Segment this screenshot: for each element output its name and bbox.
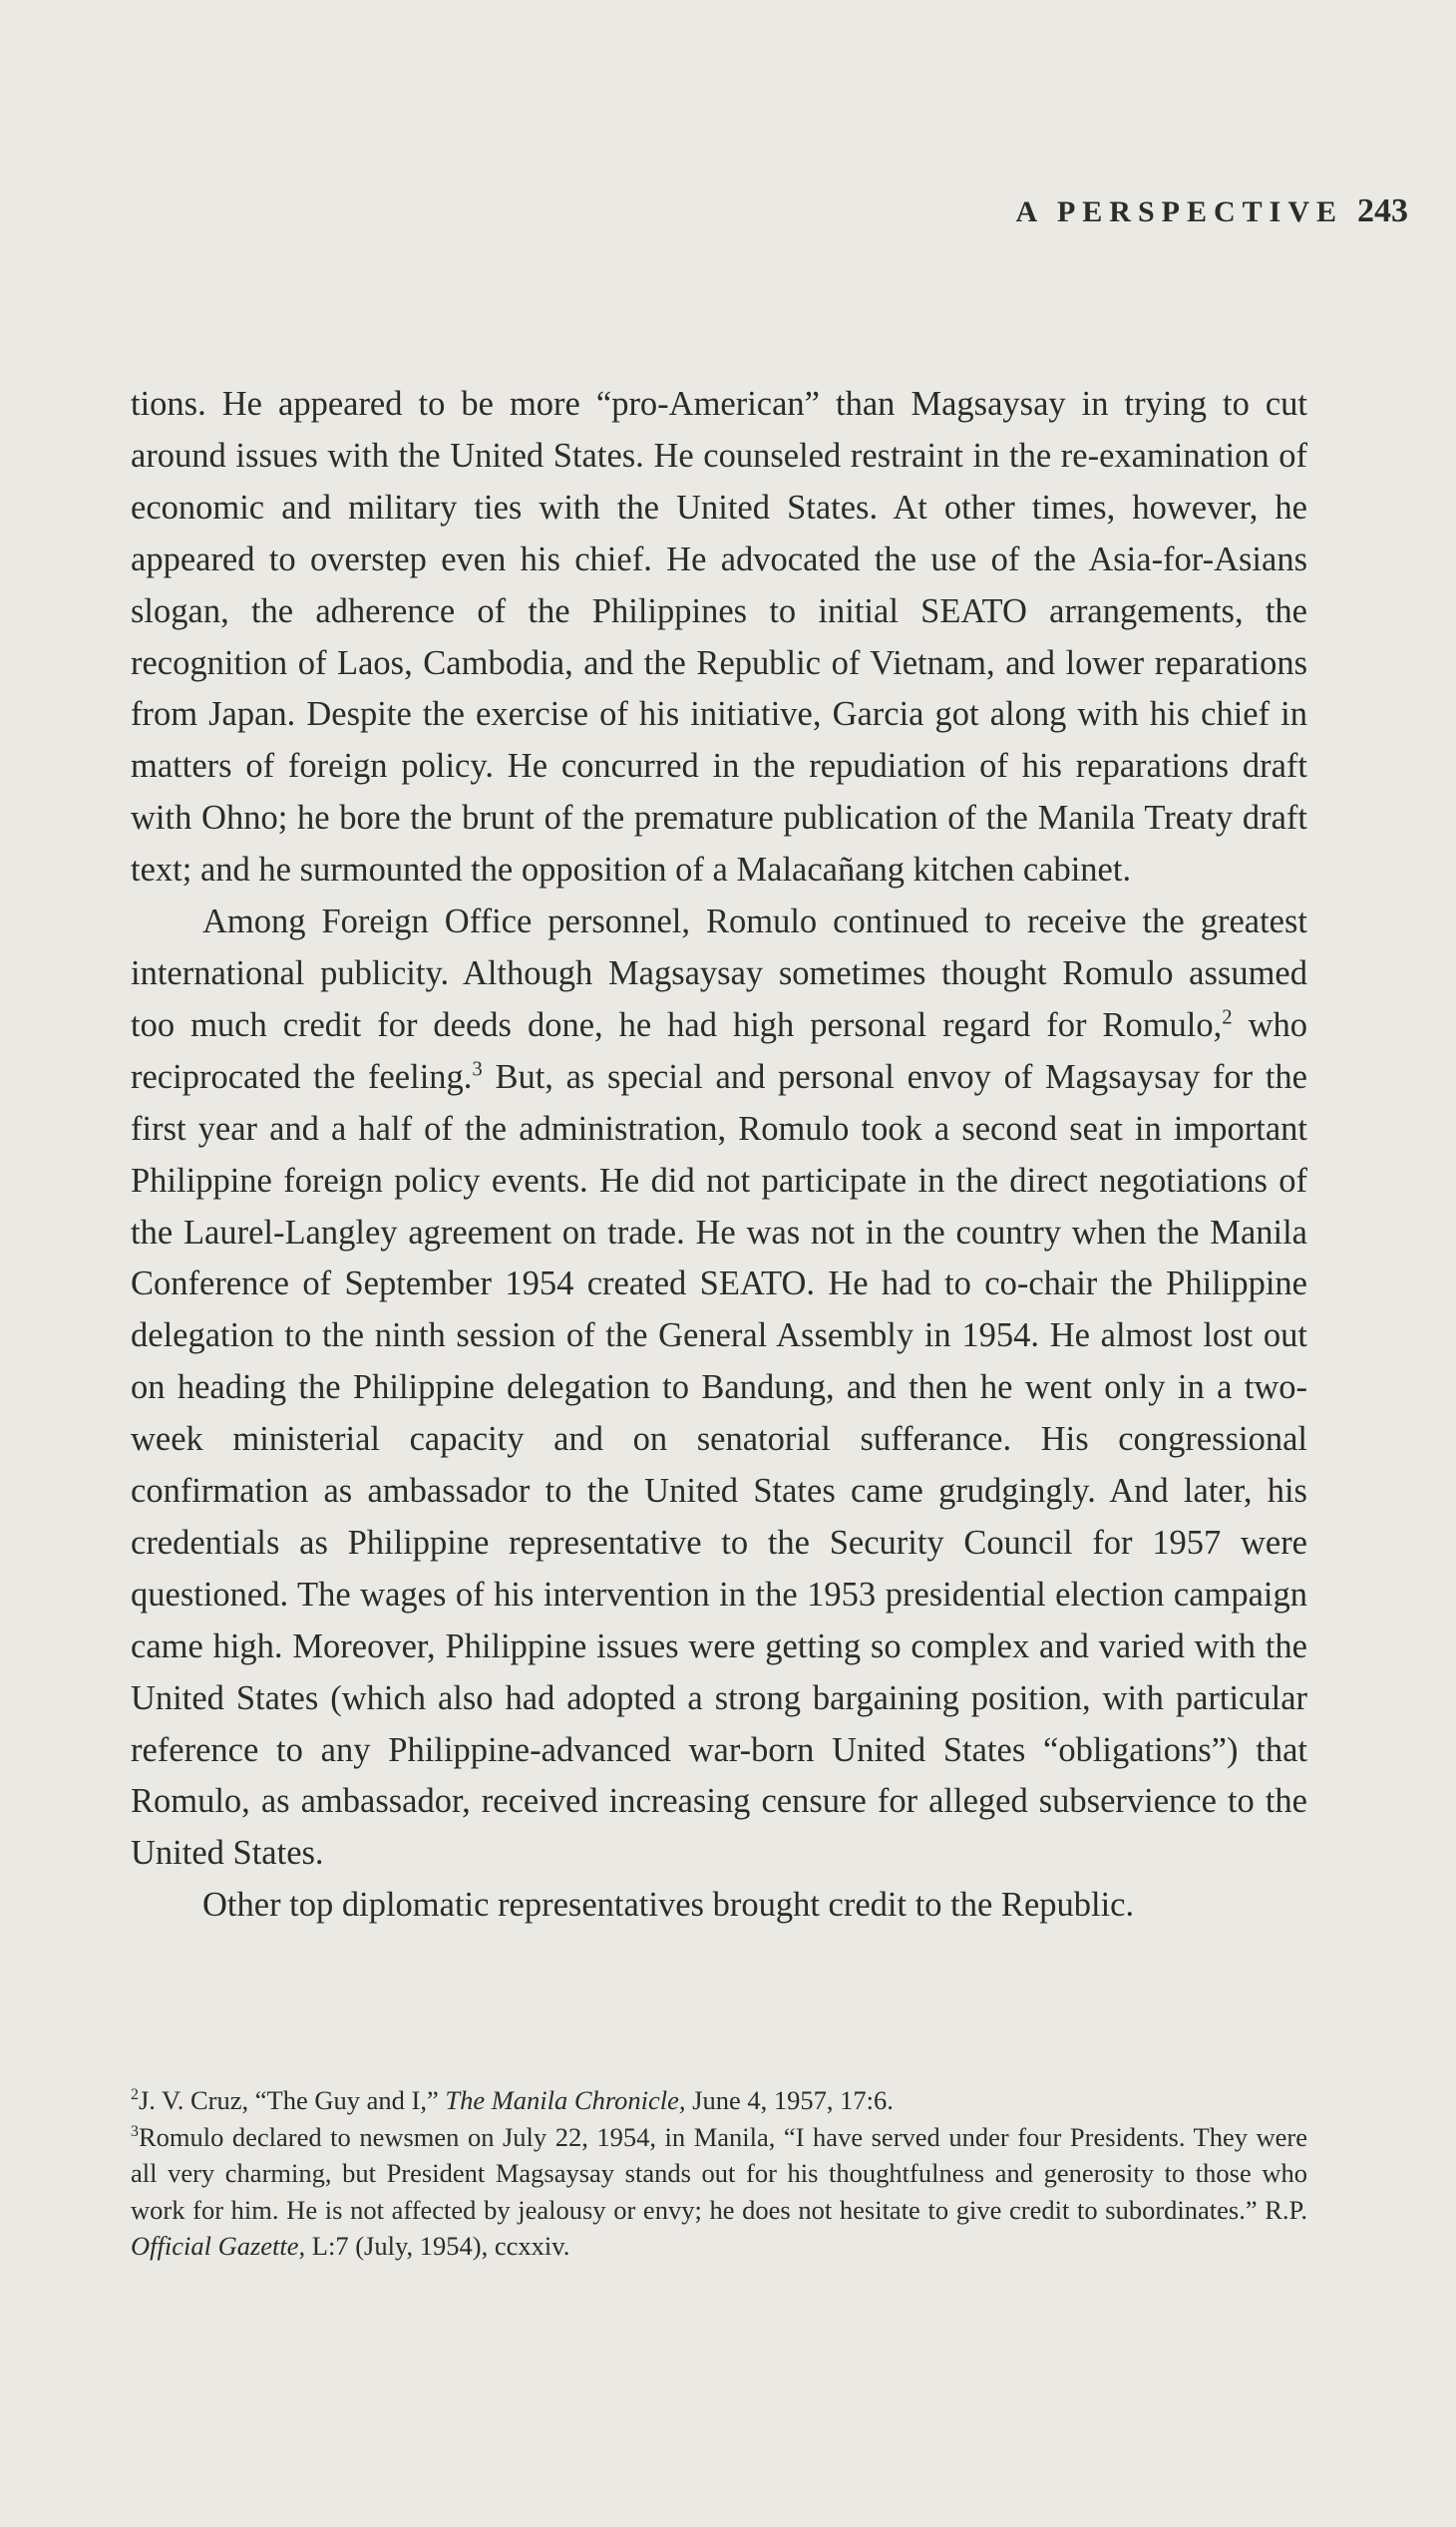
paragraph-romulo xyxy=(131,897,1307,1880)
running-head xyxy=(0,192,1408,230)
footnote-3-text-b: L:7 (July, 1954), ccxxiv. xyxy=(305,2231,570,2261)
footnote-3-marker: 3 xyxy=(131,2122,139,2140)
footnote-2-marker: 2 xyxy=(131,2086,139,2104)
page-number: 243 xyxy=(1357,192,1408,229)
paragraph-romulo-part-c: But, as special and personal envoy of Magsaysay for the first year and a half of the administration, Romulo took a second seat in important Philippine foreign policy events. He did not participate in the direct negotiations of the Laurel-Langley agreement on trade. He was not in the country when the Manila Conference of September 1954 created SEATO. He had to co-chair the Philippine delegation to the ninth session of the General Assembly in 1954. He almost lost out on heading the Philippine delegation to Bandung, and then he went only in a two-week ministerial capacity and on senatorial sufferance. His congressional confirmation as ambassador to the United States came grudgingly. And later, his credentials as Philippine representative to the Security Council for 1957 were questioned. The wages of his intervention in the 1953 presidential election campaign came high. Moreover, Philippine issues were getting so complex and varied with the United States (which also had adopted a strong bargaining position, with particular reference to any Philippine-advanced war-born United States “obligations”) that Romulo, as ambassador, received increasing censure for alleged subservience to the United States. xyxy=(131,1057,1307,1873)
body-text xyxy=(131,379,1307,1932)
paragraph-other-diplomats: Other top diplomatic representatives brought credit to the Republic. xyxy=(202,1886,1135,1925)
footnote-3-italic: Official Gazette, xyxy=(131,2231,306,2261)
footnote-3-text-a: Romulo declared to newsmen on July 22, 1954, in Manila, “I have served under four Presidents. They were all very charming, but President Magsaysay stands out for his thoughtfulness and generosity to those who work for him. He is not affected by jealousy or envy; he does not hesitate to give credit to subordinates.” R.P. xyxy=(131,2121,1307,2225)
footnote-ref-2: 2 xyxy=(1222,1006,1233,1029)
footnote-ref-3: 3 xyxy=(472,1058,483,1081)
footnote-2-italic: The Manila Chronicle, xyxy=(445,2085,686,2115)
footnotes xyxy=(131,2082,1307,2265)
footnote-2 xyxy=(131,2082,1307,2119)
footnote-3 xyxy=(131,2119,1307,2265)
footnote-2-text-a: J. V. Cruz, “The Guy and I,” xyxy=(138,2085,446,2115)
paragraph-romulo-part-a: Among Foreign Office personnel, Romulo continued to receive the greatest international publicity. Although Magsaysay sometimes thought Romulo assumed too much credit for deeds done, he had high personal regard for Romulo, xyxy=(131,902,1307,1044)
running-head-title: A PERSPECTIVE xyxy=(1015,195,1343,228)
paragraph-continued: tions. He appeared to be more “pro-American” than Magsaysay in trying to cut around issues with the United States. He counseled restraint in the re-examination of economic and military ties with the United States. At other times, however, he appeared to overstep even his chief. He advocated the use of the Asia-for-Asians slogan, the adherence of the Philippines to initial SEATO arrangements, the recognition of Laos, Cambodia, and the Republic of Vietnam, and lower reparations from Japan. Despite the exercise of his initiative, Garcia got along with his chief in matters of foreign policy. He concurred in the repudiation of his reparations draft with Ohno; he bore the brunt of the premature publication of the Manila Treaty draft text; and he surmounted the opposition of a Malacañang kitchen cabinet. xyxy=(131,385,1307,890)
paragraph-romulo-part-b: who reciprocated the feeling. xyxy=(131,1005,1307,1096)
footnote-2-text-b: June 4, 1957, 17:6. xyxy=(685,2085,894,2115)
